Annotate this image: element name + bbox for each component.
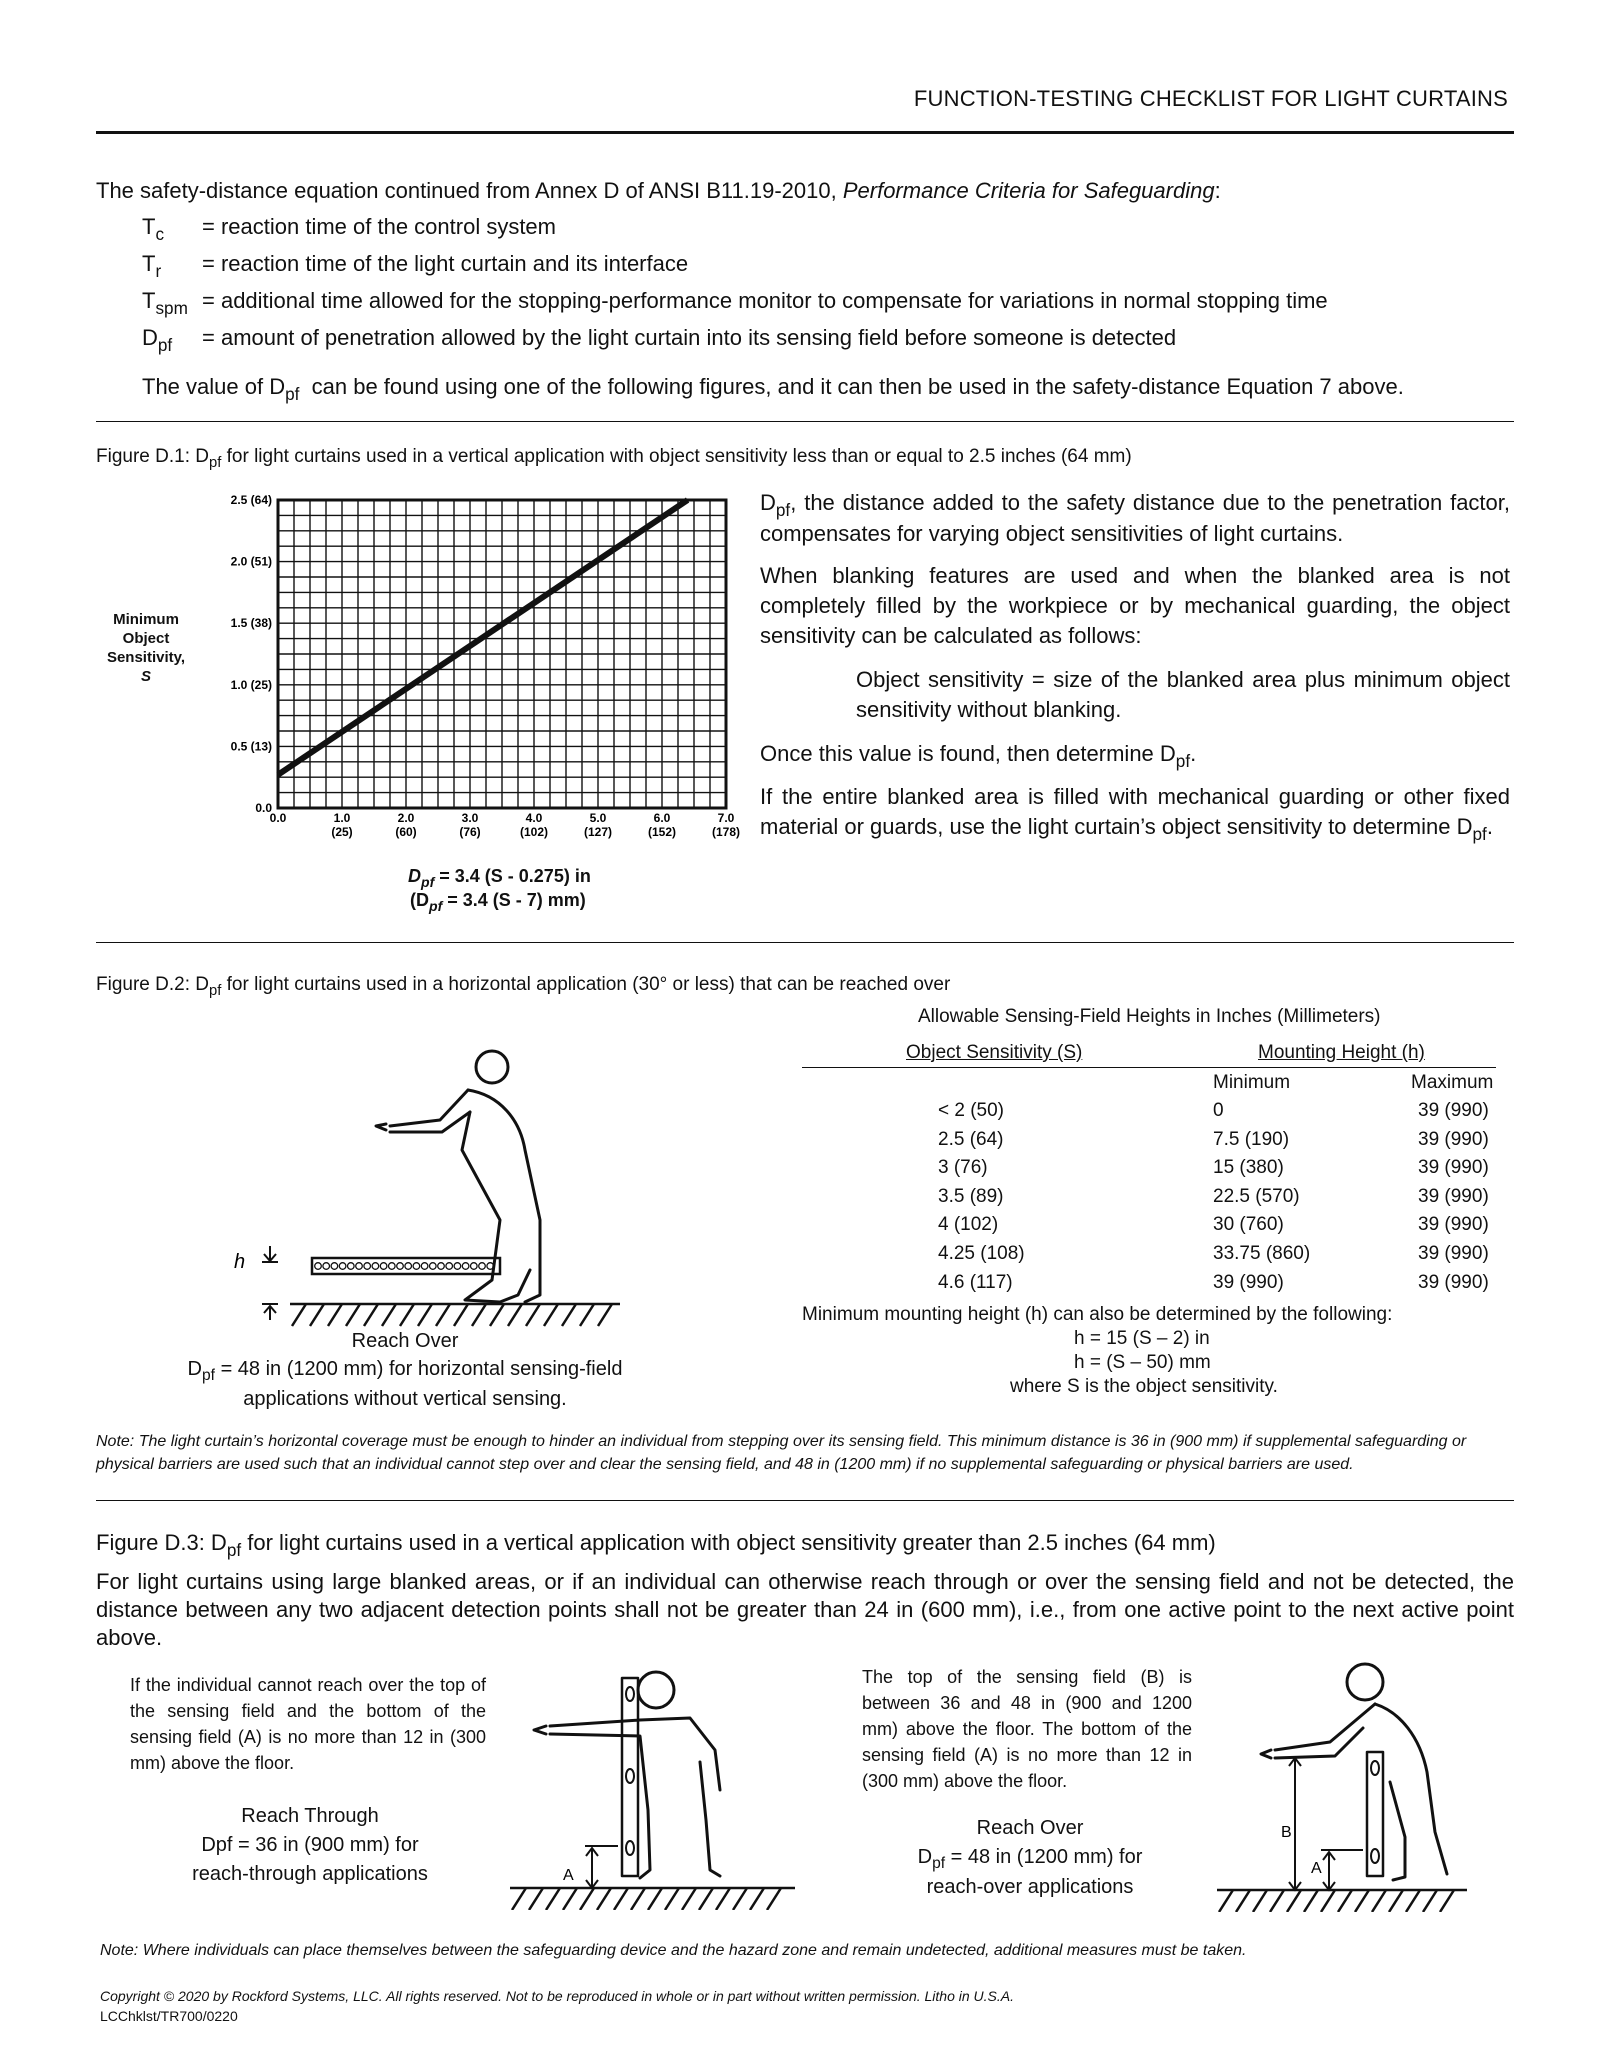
footer-document-code: LCChklst/TR700/0220 (100, 2008, 238, 2024)
formula-post: = 3.4 (S - 7) mm) (442, 890, 586, 910)
value-post: can be found using one of the following figures, and it can then be used in the safety-distance Equation 7 above. (311, 374, 1404, 399)
table-header-row (800, 1042, 1500, 1072)
paragraph-guarding (760, 782, 1510, 843)
symbol-subscript: spm (155, 298, 188, 318)
caption-pre: Figure D.3: D (96, 1530, 227, 1555)
caption-sub: pf (932, 1855, 946, 1873)
cell-object-sensitivity: 4.6 (117) (938, 1271, 1013, 1293)
figure-d1-caption (96, 446, 1132, 472)
symbol-letter: T (142, 214, 156, 239)
height-h-marker (262, 1246, 278, 1320)
table-row (800, 1186, 1500, 1215)
intro-lead-text: The safety-distance equation continued from Annex D of ANSI B11.19-2010, (96, 178, 843, 203)
floor-hatch-stroke (1219, 1890, 1233, 1912)
cell-minimum: 22.5 (570) (1213, 1185, 1300, 1207)
cell-object-sensitivity: 3 (76) (938, 1157, 988, 1179)
y-label-line: Sensitivity, (106, 649, 186, 666)
x-tick-label: 6.0 (653, 811, 671, 825)
paragraph-blanking: When blanking features are used and when the blanked area is not completely filled by the workpiece or by mechanical guarding, the object sensitivity can be calculated as follows: (760, 563, 1510, 648)
beam-circle (315, 1263, 322, 1270)
reach-over-caption (880, 1814, 1180, 1902)
floor-hatch-stroke (614, 1888, 628, 1910)
formula-sub: pf (429, 897, 443, 914)
floor-hatch-stroke (631, 1888, 645, 1910)
floor-hatch-stroke (1389, 1890, 1403, 1912)
person-head (1347, 1664, 1383, 1700)
floor-hatch-stroke (512, 1888, 526, 1910)
cell-object-sensitivity: 4.25 (108) (938, 1242, 1025, 1264)
value-sub: pf (285, 384, 300, 404)
figure-d3-note: Note: Where individuals can place themselves between the safeguarding device and the hazard zone and remain undetected, additional measures must be taken. (100, 1942, 1247, 1959)
section-rule-2 (96, 942, 1514, 943)
label-b: B (1281, 1824, 1292, 1841)
definition-text: = reaction time of the control system (202, 214, 556, 239)
caption-title: Reach Through (241, 1805, 379, 1827)
para-post: . (1486, 814, 1493, 839)
curtain-beam-markers (626, 1687, 634, 1855)
person-hand (1261, 1750, 1271, 1758)
figure-d3-intro: For light curtains using large blanked areas, or if an individual can otherwise reach through or over the sensing field and not be detected, the distance between any two adjacent detection points shall not be greater than 24 in (600 mm), i.e., from one active point to the next active point above. (96, 1569, 1514, 1650)
beam-circle (446, 1263, 453, 1270)
floor-hatch-stroke (580, 1304, 594, 1326)
x-tick-label: 2.0 (397, 811, 415, 825)
x-tick-sublabel: (178) (711, 825, 740, 839)
definition-tc (142, 212, 1328, 249)
beam-circle (372, 1263, 379, 1270)
value-pre: The value of D (142, 374, 286, 399)
beam-circle (430, 1263, 437, 1270)
person-arm (550, 1720, 650, 1878)
floor-hatch-stroke (1440, 1890, 1454, 1912)
figure-d3-caption (96, 1530, 1216, 1560)
illus-title: Reach Over (351, 1330, 459, 1352)
dpf-line-series (278, 500, 688, 775)
beam-circle (413, 1263, 420, 1270)
vertical-light-curtain (1367, 1752, 1383, 1876)
chart-y-label (96, 610, 196, 686)
cell-object-sensitivity: 2.5 (64) (938, 1128, 1004, 1150)
caption-line2: Dpf = 36 in (900 mm) for (201, 1834, 419, 1856)
cell-minimum: 0 (1213, 1100, 1224, 1121)
para-sub: pf (775, 500, 791, 520)
formula-sub: pf (421, 873, 435, 890)
person-arm (390, 1090, 470, 1132)
floor-hatch-stroke (733, 1888, 747, 1910)
x-tick-label: 7.0 (717, 811, 735, 825)
x-tick-label: 3.0 (461, 811, 479, 825)
beam-circle (479, 1263, 486, 1270)
label-a: A (563, 1867, 574, 1884)
table-row (800, 1157, 1500, 1186)
definition-text: = amount of penetration allowed by the light curtain into its sensing field before someone is detected (202, 325, 1177, 350)
reach-through-description: If the individual cannot reach over the top of the sensing field and the bottom of the sensing field (A) is no more than 12 in (300 mm) above the floor. (130, 1675, 486, 1773)
paragraph-dpf (760, 488, 1510, 549)
symbol-subscript: r (155, 261, 162, 281)
person-head (638, 1672, 674, 1708)
table-header-rule (802, 1067, 1496, 1068)
reach-through-illustration (510, 1650, 800, 1910)
floor-hatch-stroke (328, 1304, 342, 1326)
beam-circle (356, 1263, 363, 1270)
definition-symbol (142, 249, 202, 280)
col-minimum: Minimum (1213, 1072, 1291, 1093)
x-tick-sublabel: (76) (459, 825, 481, 839)
caption-pre: Figure D.1: D (96, 446, 209, 467)
floor-hatch-stroke (436, 1304, 450, 1326)
beam-circle (323, 1263, 330, 1270)
floor-hatch-stroke (418, 1304, 432, 1326)
x-tick-sublabel: (127) (583, 825, 613, 839)
sensing-field-table-block (800, 1006, 1500, 1398)
definition-symbol (142, 323, 202, 354)
floor-hatch-stroke (1287, 1890, 1301, 1912)
floor-hatch-stroke (292, 1304, 306, 1326)
caption-pre: D (917, 1846, 933, 1868)
x-tick-sublabel: (25) (331, 825, 353, 839)
x-tick-label: 1.0 (333, 811, 351, 825)
definition-symbol (142, 212, 202, 243)
floor-hatch-stroke (472, 1304, 486, 1326)
figure-d1-text (760, 488, 1510, 843)
floor-hatch-stroke (364, 1304, 378, 1326)
definition-text: = reaction time of the light curtain and its interface (202, 251, 689, 276)
reach-over-horizontal-caption (170, 1327, 640, 1413)
x-tick-label: 0.0 (269, 811, 287, 825)
beam-circle (405, 1263, 412, 1270)
floor-hatch-stroke (598, 1304, 612, 1326)
para-post: . (1190, 741, 1197, 766)
person-head (476, 1051, 508, 1083)
floor-hatch-stroke (1321, 1890, 1335, 1912)
cell-object-sensitivity: 4 (102) (938, 1214, 999, 1236)
table-subheader-row (800, 1072, 1500, 1100)
floor-hatch-stroke (544, 1304, 558, 1326)
definition-tr (142, 249, 1328, 286)
beam-circle (462, 1263, 469, 1270)
reach-over-vertical-illustration (1215, 1652, 1485, 1912)
floor-hatch-stroke (400, 1304, 414, 1326)
para-sub: pf (1175, 751, 1191, 771)
y-tick-label: 2.5 (64) (230, 493, 272, 507)
cell-object-sensitivity: 3.5 (89) (938, 1185, 1004, 1207)
symbol-subscript: c (155, 224, 165, 244)
floor-hatch-stroke (310, 1304, 324, 1326)
beam-circle (339, 1263, 346, 1270)
person-body (640, 1718, 720, 1876)
intro-lead-italic: Performance Criteria for Safeguarding (842, 178, 1215, 203)
floor-hatch-stroke (454, 1304, 468, 1326)
curtain-beam-markers (1371, 1761, 1379, 1863)
y-tick-label: 0.0 (255, 801, 272, 815)
floor-hatch-stroke (490, 1304, 504, 1326)
caption-post: for light curtains used in a vertical application with object sensitivity less than or equal to 2.5 inches (64 mm) (221, 446, 1132, 467)
floor-hatch-stroke (1406, 1890, 1420, 1912)
symbol-letter: T (142, 251, 156, 276)
floor-hatch-stroke (648, 1888, 662, 1910)
y-tick-label: 2.0 (51) (230, 554, 272, 569)
intro-value-line (142, 372, 1404, 403)
dimension-a (1321, 1850, 1363, 1890)
horizontal-light-curtain (312, 1258, 500, 1274)
floor-hatch-stroke (508, 1304, 522, 1326)
floor-hatch-stroke (1236, 1890, 1250, 1912)
floor-hatch-stroke (1338, 1890, 1352, 1912)
person-arm (1275, 1704, 1375, 1758)
para-post: , the distance added to the safety distance due to the penetration factor, compensates for varying object sensitivities of light curtains. (760, 490, 1510, 546)
floor-hatch-stroke (1423, 1890, 1437, 1912)
floor-hatch-stroke (529, 1888, 543, 1910)
y-tick-label: 1.0 (25) (230, 677, 272, 692)
cell-object-sensitivity: < 2 (50) (938, 1100, 1005, 1121)
floor-hatch-stroke (562, 1304, 576, 1326)
caption-line3: reach-through applications (192, 1863, 428, 1885)
definition-tspm (142, 286, 1328, 323)
figure-d2-caption (96, 974, 951, 1000)
floor-hatch-left (510, 1888, 795, 1910)
chart-formula-in (408, 866, 591, 890)
person-hand (376, 1124, 386, 1130)
beam-circle (438, 1263, 445, 1270)
paragraph-determine (760, 739, 1510, 770)
col-mounting-height: Mounting Height (h) (1258, 1042, 1425, 1063)
table-row (800, 1214, 1500, 1243)
figure-d2-note: Note: The light curtain’s horizontal coverage must be enough to hinder an individual from stepping over its sensing field. This minimum distance is 36 in (900 mm) if supplemental safeguarding or physical barriers are used such that an individual cannot step over and clear the sensing field, and 48 in (1200 mm) if no supplemental safeguarding or physical barriers are used. (96, 1433, 1467, 1473)
y-label-line: Object (122, 630, 170, 647)
y-label-line: S (140, 668, 151, 685)
table-row (800, 1129, 1500, 1158)
illus-line2 (170, 1355, 640, 1385)
cell-maximum: 39 (990) (1418, 1271, 1489, 1293)
beam-circle (348, 1263, 355, 1270)
floor-hatch-stroke (597, 1888, 611, 1910)
beam-circle (397, 1263, 404, 1270)
floor-hatch-stroke (1304, 1890, 1318, 1912)
table-rows (800, 1100, 1500, 1300)
beam-circle (331, 1263, 338, 1270)
table-row (800, 1243, 1500, 1272)
section-rule-3 (96, 1500, 1514, 1501)
floor-hatch-stroke (682, 1888, 696, 1910)
person-body (468, 1090, 540, 1302)
cell-maximum: 39 (990) (1418, 1185, 1489, 1207)
reach-over-horizontal-illustration (200, 1040, 630, 1370)
col-object-sensitivity: Object Sensitivity (S) (906, 1042, 1083, 1063)
beam-circle (389, 1263, 396, 1270)
para-pre: Once this value is found, then determine D (760, 741, 1176, 766)
reach-over-description: The top of the sensing field (B) is between 36 and 48 in (900 and 1200 mm) above the floor. The bottom of the sensing field (A) is no more than 12 in (300 mm) above the floor. (862, 1667, 1192, 1791)
x-tick-label: 4.0 (525, 811, 543, 825)
cell-maximum: 39 (990) (1418, 1242, 1489, 1264)
symbol-letter: D (142, 325, 158, 350)
formula-intro: Minimum mounting height (h) can also be determined by the following: (802, 1304, 1393, 1326)
person-body (1375, 1704, 1447, 1874)
cell-maximum: 39 (990) (1418, 1100, 1489, 1121)
vertical-light-curtain (622, 1678, 638, 1876)
label-a: A (1311, 1860, 1322, 1877)
x-tick-label: 5.0 (589, 811, 607, 825)
caption-pre: Figure D.2: D (96, 974, 209, 995)
illus-line3: applications without vertical sensing. (243, 1388, 567, 1410)
beam-circle (421, 1263, 428, 1270)
caption-post: for light curtains used in a horizontal application (30° or less) that can be reached over (221, 974, 951, 995)
caption-title: Reach Over (976, 1817, 1084, 1839)
caption-sub: pf (226, 1540, 242, 1560)
cell-maximum: 39 (990) (1418, 1214, 1489, 1236)
floor-hatch-stroke (716, 1888, 730, 1910)
symbol-letter: T (142, 288, 156, 313)
x-tick-sublabel: (60) (395, 825, 417, 839)
x-tick-sublabel: (152) (647, 825, 677, 839)
floor-hatch-stroke (526, 1304, 540, 1326)
col-maximum: Maximum (1411, 1072, 1494, 1093)
person-leg (1390, 1782, 1405, 1880)
caption-post: for light curtains used in a vertical application with object sensitivity greater than 2.5 inches (64 mm) (241, 1530, 1216, 1555)
symbol-subscript: pf (157, 335, 173, 355)
floor-hatch-stroke (1355, 1890, 1369, 1912)
penetration-factor-chart (200, 490, 740, 850)
light-curtain-beams (315, 1263, 494, 1270)
illus-sub: pf (202, 1367, 216, 1385)
floor-hatch-stroke (1253, 1890, 1267, 1912)
cell-minimum: 15 (380) (1213, 1157, 1284, 1179)
formula-pre: (D (410, 890, 429, 910)
y-label-line: Minimum (113, 611, 179, 628)
footer-copyright: Copyright © 2020 by Rockford Systems, LLC. All rights reserved. Not to be reproduced in whole or in part without written permission. Litho in U.S.A. (100, 1988, 1014, 2004)
table-row (800, 1100, 1500, 1129)
formula-mm: h = (S – 50) mm (1074, 1352, 1211, 1374)
y-tick-label: 1.5 (38) (230, 616, 272, 631)
floor-hatch-stroke (750, 1888, 764, 1910)
beam-circle (364, 1263, 371, 1270)
floor-hatch-stroke (546, 1888, 560, 1910)
floor-hatch-stroke (665, 1888, 679, 1910)
cell-minimum: 7.5 (190) (1213, 1128, 1290, 1150)
formula-in: h = 15 (S – 2) in (1074, 1328, 1210, 1350)
caption-post: = 48 in (1200 mm) for (945, 1846, 1143, 1868)
definition-list (142, 212, 1328, 360)
formula-where: where S is the object sensitivity. (1010, 1376, 1278, 1398)
floor-hatch-stroke (382, 1304, 396, 1326)
beam-circle (380, 1263, 387, 1270)
y-tick-label: 0.5 (13) (230, 739, 272, 754)
floor-hatch-right (1217, 1890, 1467, 1912)
paragraph-object-sensitivity: Object sensitivity = size of the blanked area plus minimum object sensitivity without blanking. (856, 667, 1510, 722)
floor-hatch-stroke (767, 1888, 781, 1910)
dimension-a (585, 1846, 618, 1888)
section-rule-1 (96, 421, 1514, 422)
h-label: h (234, 1251, 246, 1273)
floor-hatch-stroke (563, 1888, 577, 1910)
floor-hatch-stroke (1270, 1890, 1284, 1912)
floor-hatch-stroke (699, 1888, 713, 1910)
table-row (800, 1272, 1500, 1301)
floor-hatch-stroke (346, 1304, 360, 1326)
definition-symbol (142, 286, 202, 317)
beam-circle (454, 1263, 461, 1270)
formula-post: = 3.4 (S - 0.275) in (434, 866, 591, 886)
cell-minimum: 33.75 (860) (1213, 1242, 1311, 1264)
floor-hatch-stroke (1372, 1890, 1386, 1912)
x-tick-sublabel: (102) (519, 825, 549, 839)
definition-dpf (142, 323, 1328, 360)
intro-lead-end: : (1214, 178, 1221, 203)
reach-through-caption (180, 1802, 440, 1889)
para-pre: If the entire blanked area is filled with mechanical guarding or other fixed material or guards, use the light curtain’s object sensitivity to determine D (760, 784, 1510, 839)
beam-circle (471, 1263, 478, 1270)
person-hand (534, 1726, 546, 1734)
header-rule (96, 131, 1514, 134)
para-pre: D (760, 490, 776, 515)
illus-pre: D (187, 1358, 202, 1380)
intro-lead (96, 176, 1221, 206)
formula-d: D (408, 866, 421, 886)
table-title: Allowable Sensing-Field Heights in Inches (Millimeters) (918, 1006, 1381, 1027)
caption-sub: pf (208, 983, 222, 1000)
page-header-title: FUNCTION-TESTING CHECKLIST FOR LIGHT CURTAINS (913, 86, 1508, 111)
caption-line2 (880, 1843, 1180, 1873)
para-sub: pf (1472, 824, 1487, 844)
cell-maximum: 39 (990) (1418, 1128, 1489, 1150)
definition-text: = additional time allowed for the stopping-performance monitor to compensate for variations in normal stopping time (202, 288, 1328, 313)
cell-maximum: 39 (990) (1418, 1157, 1489, 1179)
cell-minimum: 30 (760) (1213, 1214, 1284, 1236)
floor-hatch-stroke (580, 1888, 594, 1910)
caption-sub: pf (208, 455, 222, 472)
chart-formula-mm (410, 890, 586, 914)
illus-post: = 48 in (1200 mm) for horizontal sensing-field (215, 1358, 623, 1380)
caption-line3: reach-over applications (926, 1876, 1134, 1898)
floor-hatch (290, 1304, 620, 1326)
cell-minimum: 39 (990) (1213, 1271, 1284, 1293)
